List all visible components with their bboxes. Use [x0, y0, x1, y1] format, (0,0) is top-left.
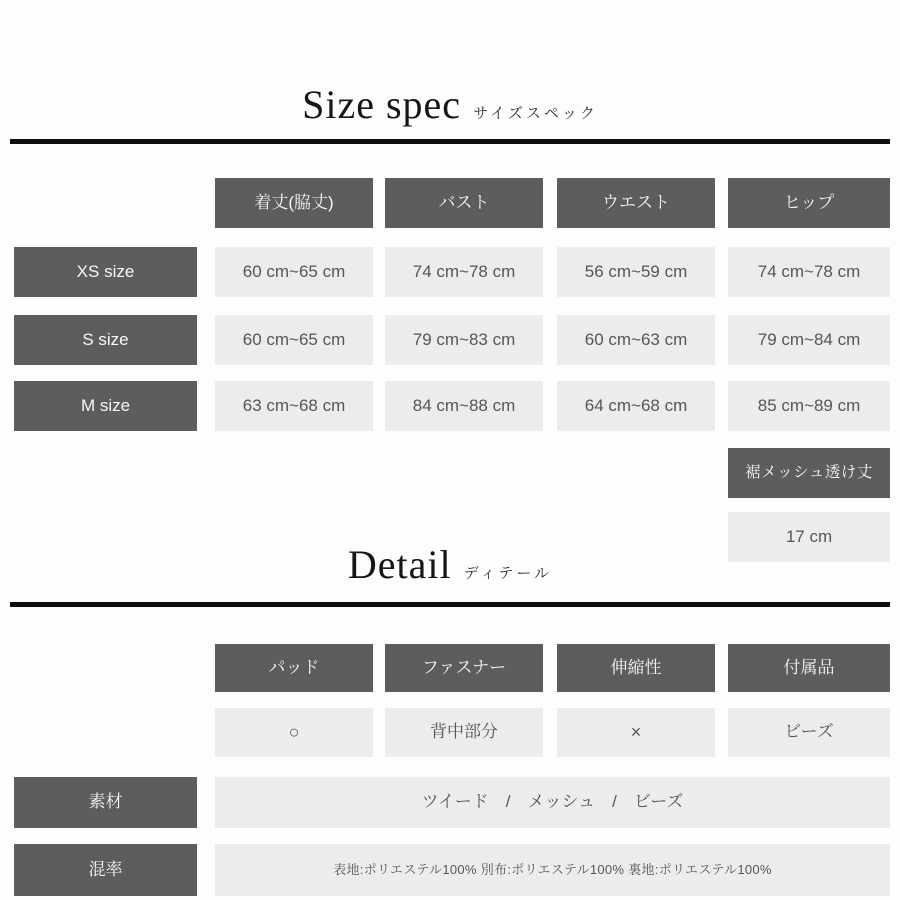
detail-value-pad: ○: [215, 708, 373, 757]
size-cell-xs-length: 60 cm~65 cm: [215, 247, 373, 297]
size-header-hip: ヒップ: [728, 178, 890, 228]
size-cell-m-waist: 64 cm~68 cm: [557, 381, 715, 431]
size-header-bust: バスト: [385, 178, 543, 228]
material-label: 素材: [14, 777, 197, 828]
size-section-divider: [10, 139, 890, 144]
material-value: ツイード / メッシュ / ビーズ: [215, 777, 890, 828]
size-cell-m-bust: 84 cm~88 cm: [385, 381, 543, 431]
hem-mesh-length-value: 17 cm: [728, 512, 890, 562]
size-title-jp: サイズスペック: [473, 105, 598, 122]
detail-value-fastener: 背中部分: [385, 708, 543, 757]
size-row-label-m: M size: [14, 381, 197, 431]
size-cell-xs-waist: 56 cm~59 cm: [557, 247, 715, 297]
size-cell-xs-bust: 74 cm~78 cm: [385, 247, 543, 297]
detail-section-divider: [10, 602, 890, 607]
size-cell-m-hip: 85 cm~89 cm: [728, 381, 890, 431]
size-row-label-s: S size: [14, 315, 197, 365]
size-header-waist: ウエスト: [557, 178, 715, 228]
size-cell-m-length: 63 cm~68 cm: [215, 381, 373, 431]
hem-mesh-length-label: 裾メッシュ透け丈: [728, 448, 890, 498]
size-header-length: 着丈(脇丈): [215, 178, 373, 228]
detail-value-stretch: ×: [557, 708, 715, 757]
size-cell-xs-hip: 74 cm~78 cm: [728, 247, 890, 297]
fabric-mix-value: 表地:ポリエステル100% 別布:ポリエステル100% 裏地:ポリエステル100%: [215, 844, 890, 896]
size-cell-s-length: 60 cm~65 cm: [215, 315, 373, 365]
detail-header-fastener: ファスナー: [385, 644, 543, 692]
detail-section-title: [0, 544, 900, 586]
detail-header-stretch: 伸縮性: [557, 644, 715, 692]
detail-header-pad: パッド: [215, 644, 373, 692]
size-row-label-xs: XS size: [14, 247, 197, 297]
detail-value-accessory: ビーズ: [728, 708, 890, 757]
size-cell-s-hip: 79 cm~84 cm: [728, 315, 890, 365]
size-cell-s-waist: 60 cm~63 cm: [557, 315, 715, 365]
detail-title-jp: ディテール: [463, 565, 553, 582]
detail-header-accessory: 付属品: [728, 644, 890, 692]
size-section-title: [0, 84, 900, 126]
size-cell-s-bust: 79 cm~83 cm: [385, 315, 543, 365]
fabric-mix-label: 混率: [14, 844, 197, 896]
detail-title-en: Detail: [347, 542, 452, 587]
size-title-en: Size spec: [302, 82, 462, 127]
